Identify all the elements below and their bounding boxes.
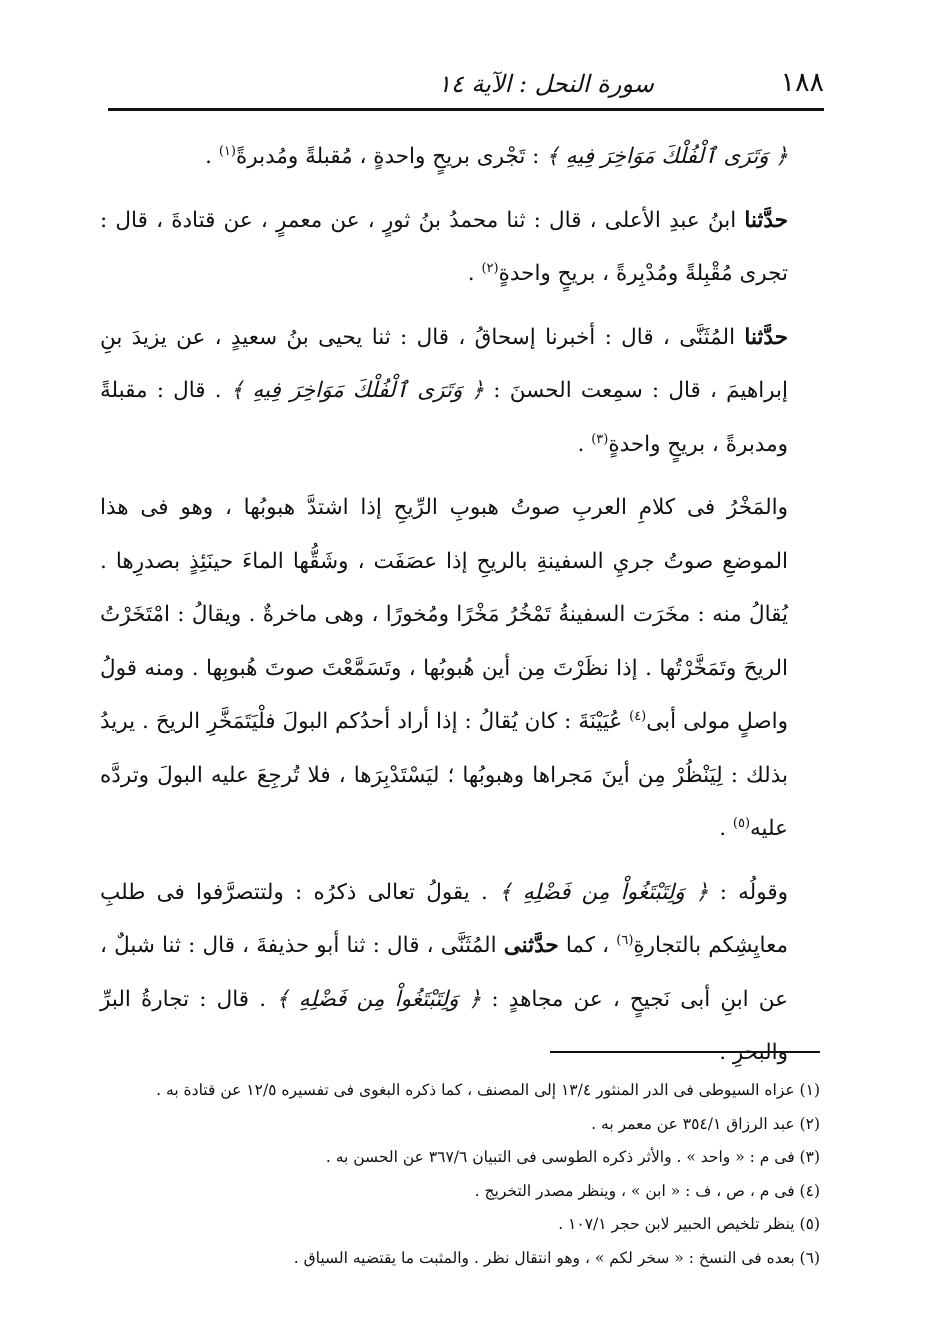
text-run: والمَخْرُ فى كلامِ العربِ صوتُ هبوبِ الرِّيحِ إذا اشتدَّ هبوبُها ، وهو فى هذا الموضعِ صوتُ جريِ السفينةِ بالريحِ إذا عصَفَت ، وشَقُّها الماءَ حينَئِذٍ بصدرِها . يُقالُ منه : مخَرَت السفينةُ تَمْخُرُ مَخْرًا ومُخورًا ، وهى ماخرةٌ . ويقالُ : امْتَخَرْتُ الريحَ وتَمَخَّرْتُها . إذا نظَرْتَ مِن أين هُبوبُها ، وتَسَمَّعْتَ صوتَ هُبوبِها . ومنه قولُ واصلٍ مولى أبى xyxy=(100,495,788,734)
text-run: المُثَنَّى ، قال : أخبرنا إسحاقُ ، قال : ثنا يحيى بنُ سعيدٍ ، عن يزيدَ بنِ إبراهيمَ ، قال : سمِعت الحسنَ : xyxy=(100,324,788,403)
text-run: عُيَيْنَةَ : كان يُقالُ : إذا أراد أحدُكم البولَ فلْيَتَمَخَّرِ الريحَ . يريدُ بذلك : لِيَنْظُرْ مِن أينَ مَجراها وهبوبُها ؛ ليَسْتَدْبِرَها ، فلا تُرجِعَ عليه البولَ وتردَّه عليه xyxy=(100,709,788,841)
footnote-ref: (٤) xyxy=(629,708,647,724)
footnote-ref: (٣) xyxy=(591,431,609,447)
quran-quote: ﴿ وَلِتَبْتَغُواْ مِن فَضْلِهِ ﴾ xyxy=(276,986,482,1012)
quran-quote: ﴿ وَتَرَى ٱلْفُلْكَ مَوَاخِرَ فِيهِ ﴾ xyxy=(546,144,788,169)
page-header xyxy=(108,58,824,98)
footnotes xyxy=(100,1074,820,1275)
text-run: . xyxy=(719,816,733,841)
header-rule xyxy=(108,108,824,111)
text-run: . xyxy=(467,261,482,286)
paragraph xyxy=(100,130,824,184)
paragraph xyxy=(100,866,824,1080)
footnote-ref: (٢) xyxy=(481,260,499,276)
text-run: . يقولُ تعالى ذكرُه : ولتتصرَّفوا فى طلبِ معايِشِكم بالتجارةِ xyxy=(100,879,788,958)
paragraph xyxy=(100,194,824,301)
footnote: (١) عزاه السيوطى فى الدر المنثور ١٣/٤ إلى المصنف ، كما ذكره البغوى فى تفسيره ١٢/٥ عن قتادة به . xyxy=(156,1081,820,1099)
isnad-keyword: حدَّثنى xyxy=(503,933,559,958)
quran-quote: ﴿ وَتَرَى ٱلْفُلْكَ مَوَاخِرَ فِيهِ ﴾ xyxy=(230,378,485,403)
footnote: (٥) ينظر تلخيص الحبير لابن حجر ١٠٧/١ . xyxy=(558,1215,820,1233)
text-run: . xyxy=(205,144,219,169)
isnad-keyword: حدَّثنا xyxy=(744,207,788,233)
paragraph xyxy=(100,311,824,472)
text-run: وقولُه : xyxy=(708,879,789,905)
main-text xyxy=(100,130,824,1090)
isnad-keyword: حدَّثنا xyxy=(744,324,788,350)
paragraph xyxy=(100,481,824,856)
text-run: ، كما xyxy=(558,933,617,958)
page-number: ١٨٨ xyxy=(780,67,824,98)
footnote-ref: (٦) xyxy=(616,932,634,948)
footnote: (٦) بعده فى النسخ : « سخر لكم » ، وهو انتقال نظر . والمثبت ما يقتضيه السياق . xyxy=(293,1248,820,1267)
footnote-rule xyxy=(550,1051,820,1053)
quran-quote: ﴿ وَلِتَبْتَغُواْ مِن فَضْلِهِ ﴾ xyxy=(499,879,709,905)
footnote-ref: (٥) xyxy=(732,815,751,831)
footnote: (٤) فى م ، ص ، ف : « ابن » ، وينظر مصدر التخريج . xyxy=(474,1181,820,1200)
footnote: (٣) فى م : « واحد » . والأثر ذكره الطوسى فى التبيان ٣٦٧/٦ عن الحسن به . xyxy=(325,1148,820,1166)
footnote: (٢) عبد الرزاق ٣٥٤/١ عن معمر به . xyxy=(591,1114,820,1133)
text-run: : تَجْرى بريحٍ واحدةٍ ، مُقبلةً ومُدبرةً xyxy=(235,144,547,169)
text-run: . قال : تجارةُ البرِّ والبحرِ . xyxy=(100,986,788,1065)
text-run: ابنُ عبدِ الأعلى ، قال : ثنا محمدُ بنُ ثورٍ ، عن معمرٍ ، عن قتادةَ ، قال : تجرى مُقْبِلةً ومُدْبِرةً ، بريحٍ واحدةٍ xyxy=(100,207,788,286)
running-head: سورة النحل : الآية ١٤ xyxy=(438,70,654,98)
footnote-ref: (١) xyxy=(218,143,236,159)
text-run: . قال : مقبلةً ومدبرةً ، بريحٍ واحدةٍ xyxy=(100,378,788,457)
text-run: المُثَنَّى ، قال : ثنا أبو حذيفةَ ، قال : ثنا شبلٌ ، عن ابنِ أبى نَجيحٍ ، عن مجاهدٍ : xyxy=(100,933,788,1012)
text-run: . xyxy=(577,431,592,457)
